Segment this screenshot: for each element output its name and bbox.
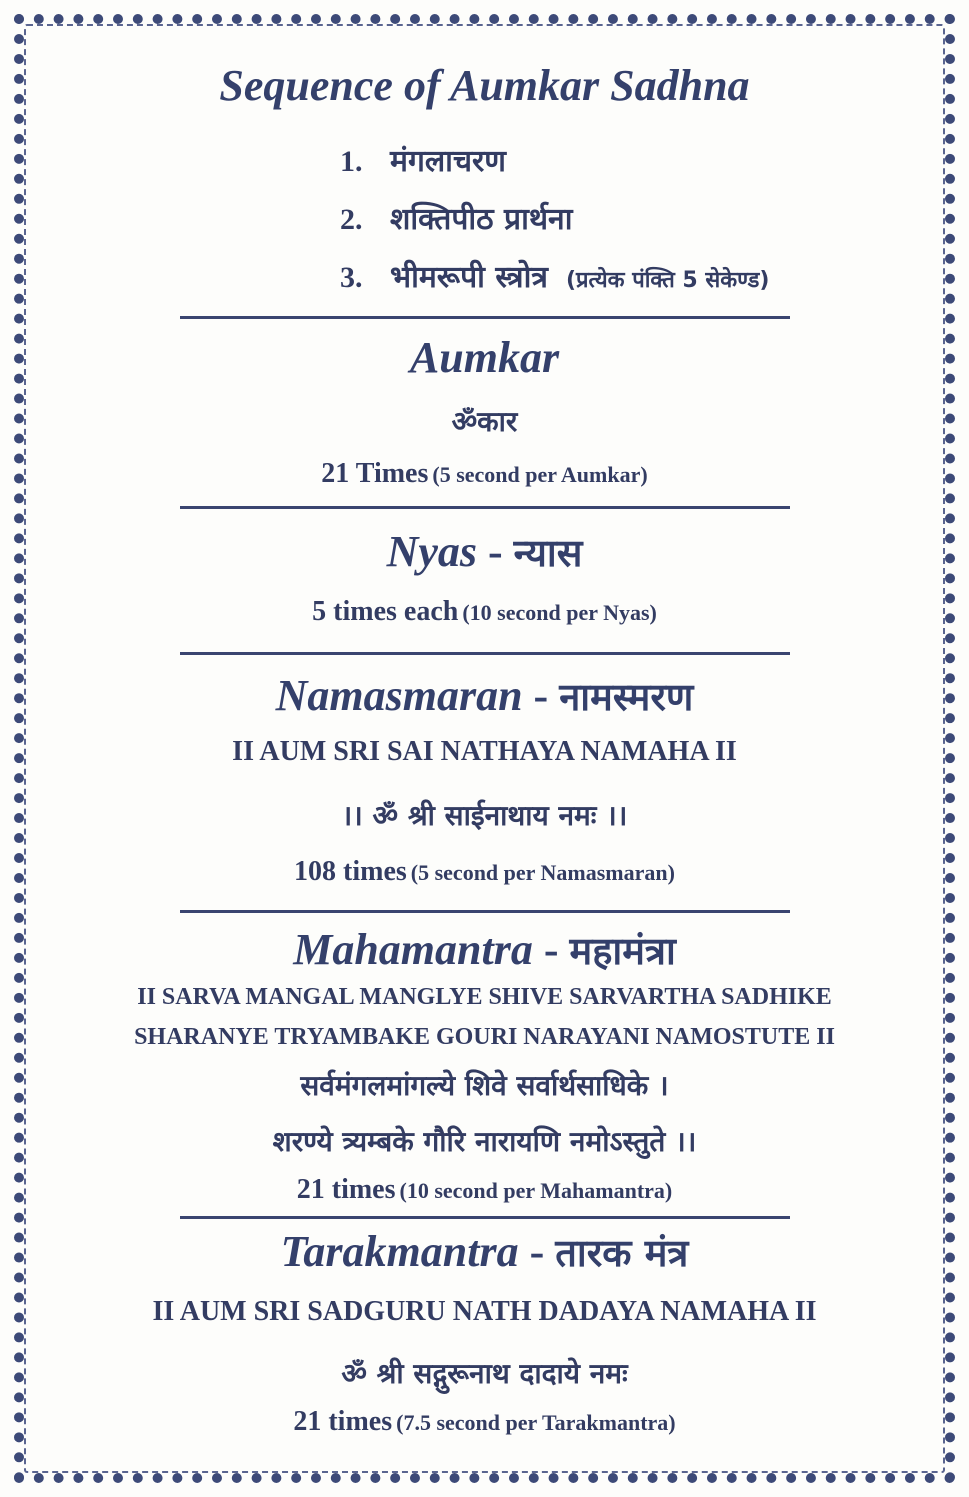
tarakmantra-heading-en: Tarakmantra	[280, 1227, 519, 1276]
tarakmantra-heading-separator: -	[529, 1227, 545, 1276]
namasmaran-mantra-en: II AUM SRI SAI NATHAYA NAMAHA II	[232, 736, 737, 767]
aumkar-heading	[40, 332, 929, 383]
section-divider	[180, 1216, 790, 1219]
section-divider	[180, 506, 790, 509]
namasmaran-mantra-hi: ।। ॐ श्री साईनाथाय नमः ।।	[341, 799, 628, 832]
mahamantra-mantra-hi-2: शरण्ये त्र्यम्बके गौरि नारायणि नमोऽस्तुते ।।	[272, 1125, 697, 1158]
section-divider	[180, 316, 790, 319]
aumkar-duration: (5 second per Aumkar)	[432, 462, 648, 487]
mahamantra-mantra-en-2: SHARANYE TRYAMBAKE GOURI NARAYANI NAMOSTUTE II	[134, 1024, 835, 1050]
namasmaran-heading-separator: -	[533, 671, 549, 720]
nyas-heading-hi: न्यास	[513, 531, 583, 575]
mahamantra-duration: (10 second per Mahamantra)	[399, 1178, 673, 1203]
nyas-duration: (10 second per Nyas)	[462, 600, 657, 625]
tarakmantra-mantra-hi: ॐ श्री सद्गुरूनाथ दादाये नमः	[341, 1357, 628, 1390]
tarakmantra-count: 21 times	[293, 1406, 393, 1437]
namasmaran-heading-en: Namasmaran	[275, 671, 523, 720]
nyas-heading	[40, 526, 929, 578]
tarakmantra-heading	[40, 1226, 929, 1278]
mahamantra-repetition	[40, 1174, 929, 1206]
sequence-list	[340, 142, 920, 316]
sequence-text: मंगलाचरण	[390, 144, 506, 179]
tarakmantra-repetition	[40, 1406, 929, 1438]
sequence-item	[340, 142, 920, 200]
sequence-item	[340, 200, 920, 258]
nyas-heading-separator: -	[488, 527, 503, 576]
mahamantra-heading	[40, 924, 929, 976]
page-title: Sequence of Aumkar Sadhna	[219, 61, 750, 110]
aumkar-devanagari: ॐकार	[451, 405, 518, 438]
document-content	[40, 40, 929, 1457]
aumkar-repetition	[40, 458, 929, 490]
namasmaran-repetition	[40, 856, 929, 888]
sequence-note: (प्रत्येक पंक्ति 5 सेकेण्ड)	[565, 268, 770, 293]
mahamantra-heading-separator: -	[543, 925, 559, 974]
nyas-count: 5 times each	[312, 596, 459, 627]
nyas-heading-en: Nyas	[386, 527, 477, 576]
namasmaran-heading-hi: नामस्मरण	[559, 675, 694, 719]
aumkar-heading-text: Aumkar	[409, 333, 560, 382]
sequence-text: भीमरूपी स्त्रोत्र	[390, 260, 548, 295]
sequence-number: 1.	[340, 145, 363, 178]
tarakmantra-duration: (7.5 second per Tarakmantra)	[396, 1410, 676, 1435]
namasmaran-count: 108 times	[294, 856, 407, 887]
mahamantra-count: 21 times	[296, 1174, 396, 1205]
namasmaran-duration: (5 second per Namasmaran)	[410, 860, 675, 885]
tarakmantra-heading-hi: तारक मंत्र	[555, 1231, 689, 1275]
mahamantra-mantra-en-1: II SARVA MANGAL MANGLYE SHIVE SARVARTHA SADHIKE	[137, 984, 832, 1010]
tarakmantra-mantra-en: II AUM SRI SADGURU NATH DADAYA NAMAHA II	[152, 1296, 817, 1327]
aumkar-count: 21 Times	[321, 458, 429, 489]
nyas-repetition	[40, 596, 929, 628]
section-divider	[180, 910, 790, 913]
mahamantra-heading-hi: महामंत्रा	[569, 929, 676, 973]
mahamantra-mantra-hi-1: सर्वमंगलमांगल्ये शिवे सर्वार्थसाधिके ।	[300, 1069, 669, 1102]
sequence-text: शक्तिपीठ प्रार्थना	[390, 202, 573, 237]
sequence-number: 3.	[340, 261, 363, 294]
sequence-number: 2.	[340, 203, 363, 236]
section-divider	[180, 652, 790, 655]
mahamantra-heading-en: Mahamantra	[293, 925, 533, 974]
sequence-item	[340, 258, 920, 316]
namasmaran-heading	[40, 670, 929, 722]
